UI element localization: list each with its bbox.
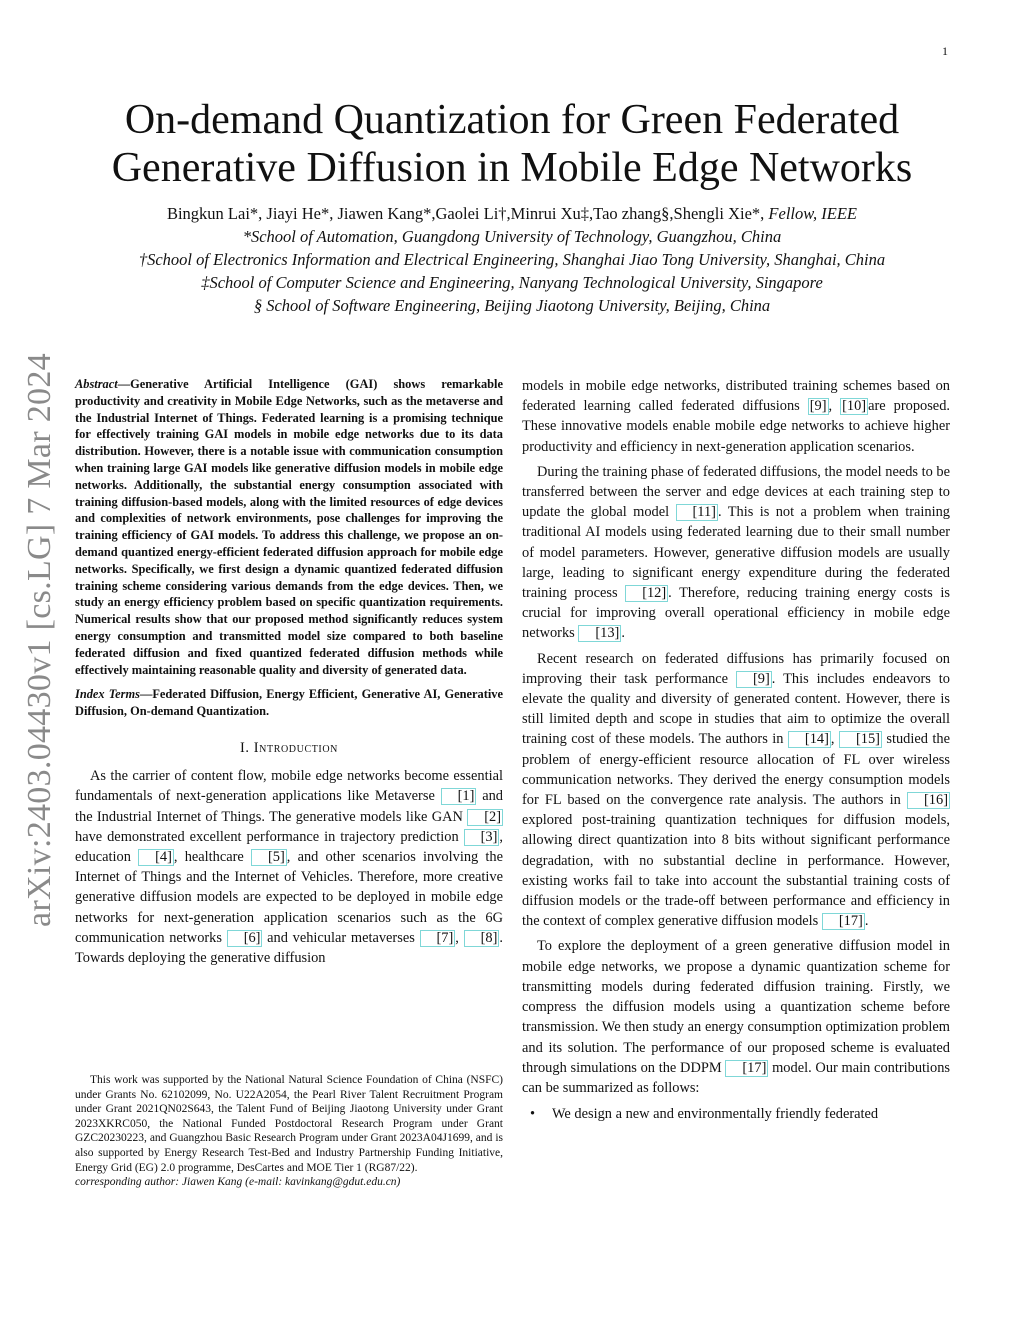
corresponding-author: corresponding author: Jiawen Kang (e-mail: kavinkang@gdut.edu.cn) bbox=[75, 1176, 401, 1189]
contribution-bullet bbox=[530, 1104, 950, 1124]
text-run: . Therefore, reducing training energy costs is crucial for improving overall operational efficiency in mobile edge networks bbox=[522, 585, 950, 642]
right-paragraph-2 bbox=[522, 462, 950, 644]
index-terms bbox=[75, 686, 503, 720]
title-line-2: Generative Diffusion in Mobile Edge Networks bbox=[111, 145, 913, 191]
section-numeral: I. bbox=[239, 739, 250, 756]
abstract-text: —Generative Artificial Intelligence (GAI) shows remarkable productivity and creativity in Mobile Edge Networks, such as the metaverse and the Industrial Internet of Things. Federated learning is a promising technique for effectively training GAI models in mobile edge networks due to its data distribution. However, there is a notable issue with communication consumption when training large GAI models like generative diffusion models in mobile edge networks. Additionally, the substantial energy consumption associated with training diffusion-based models, along with the limited resources of edge devices and complexities of network environments, pose challenges for improving the training efficiency of GAI models. To address this challenge, we propose an on-demand quantized energy-efficient federated diffusion approach for mobile edge networks. Specifically, we first design a dynamic quantized federated diffusion training scheme considering various demands from the edge devices. Then, we study an energy efficiency problem based on specific quantization requirements. Numerical results show that our proposed method significantly reduces system energy consumption and transmitted model size compared to both baseline federated diffusion and fixed quantized federated diffusion methods while effectively maintaining reasonable quality and diversity of generated data. bbox=[75, 377, 503, 677]
text-run: . Towards deploying the generative diffusion bbox=[75, 929, 503, 966]
citation-link[interactable]: [1] bbox=[441, 788, 477, 805]
funding-text: This work was supported by the National Natural Science Foundation of China (NSFC) under Grants No. 62102099, No. U22A2054, the Pearl River Talent Recruitment Program under Grant 2021QN02S643, the Talent Fund of Beijing Jiaotong University under Grant 2023XKRC050, the National Funded Postdoctoral Research Program under Grant GZC20230223, and Guangzhou Basic Research Program under Grant 2023A04J1699, and is also supported by Energy Research Test-Bed and Industry Partnership Funding Initiative, Energy Grid (EG) 2.0 programme, DesCartes and MOE Tier 1 (RG87/22). bbox=[75, 1074, 503, 1174]
text-run: . This is not a problem when training traditional AI models using federated learning due to their small number of model parameters. However, generative diffusion models are usually large, leading to significant energy expenditure during the federated training process bbox=[522, 504, 950, 602]
affiliation-1: *School of Automation, Guangdong University of Technology, Guangzhou, China bbox=[242, 227, 782, 246]
right-paragraph-3 bbox=[522, 649, 950, 932]
text-run: , bbox=[828, 398, 841, 415]
citation-link[interactable]: [12] bbox=[625, 585, 668, 602]
text-run: . bbox=[864, 913, 869, 930]
text-run: and the Industrial Internet of Things. The generative models like GAN bbox=[75, 788, 503, 825]
affiliation-2: †School of Electronics Information and Electrical Engineering, Shanghai Jiao Tong University, Shanghai, China bbox=[138, 250, 886, 269]
section-heading-introduction bbox=[75, 738, 503, 758]
paper-title bbox=[70, 96, 954, 192]
text-run: . This includes endeavors to elevate the quality and diversity of generated content. However, there is still limited depth and scope in studies that aim to optimize the overall training cost of these models. The authors in bbox=[522, 670, 950, 748]
text-run: As the carrier of content flow, mobile edge networks become essential fundamentals of next-generation applications like Metaverse bbox=[75, 768, 503, 805]
abstract bbox=[75, 376, 503, 678]
page-number: 1 bbox=[942, 44, 948, 58]
citation-link[interactable]: [4] bbox=[138, 849, 174, 866]
text-run: , education bbox=[75, 828, 503, 865]
right-paragraph-4 bbox=[522, 936, 950, 1098]
abstract-lead: Abstract bbox=[75, 377, 118, 391]
text-run: During the training phase of federated diffusions, the model needs to be transferred between the server and edge devices at each training step to update the global model bbox=[522, 463, 950, 521]
text-run: and vehicular metaverses bbox=[262, 929, 420, 946]
citation-link[interactable]: [13] bbox=[578, 625, 621, 642]
citation-link[interactable]: [2] bbox=[467, 809, 503, 826]
index-terms-lead: Index Terms bbox=[75, 687, 140, 702]
text-run: To explore the deployment of a green generative diffusion model in mobile edge networks, we propose a dynamic quantization scheme for transmitting models during federated diffusion training. Firstly, we compress the diffusion models using a quantization scheme before transmission. We then study an energy consumption optimization problem and its solution. The performance of our proposed scheme is evaluated through simulations on the DDPM bbox=[522, 938, 950, 1076]
citation-link[interactable]: [5] bbox=[251, 849, 287, 866]
citation-link[interactable]: [3] bbox=[464, 829, 500, 846]
citation-link[interactable]: [9] bbox=[736, 671, 772, 688]
citation-link[interactable]: [17] bbox=[822, 913, 865, 930]
citation-link[interactable]: [9] bbox=[809, 398, 827, 415]
bullet-text: We design a new and environmentally friendly federated bbox=[552, 1106, 879, 1123]
citation-link[interactable]: [17] bbox=[725, 1060, 768, 1077]
text-run: models in mobile edge networks, distributed training schemes based on federated learning called federated diffusions bbox=[522, 378, 950, 415]
citation-link[interactable]: [6] bbox=[227, 930, 263, 947]
citation-link[interactable]: [15] bbox=[839, 731, 882, 748]
affiliation-4: § School of Software Engineering, Beijing Jiaotong University, Beijing, China bbox=[253, 296, 771, 315]
citation-link[interactable]: [14] bbox=[788, 731, 831, 748]
text-run: , bbox=[455, 929, 464, 946]
text-run: explored post-training quantization techniques for diffusion models, allowing direct quantization into 8 bits without significant performance degradation, with no substantial decline in performance. However, existing works fail to take into account the substantial training costs of diffusion models or the trade-off between performance and efficiency in the context of complex generative diffusion models bbox=[522, 812, 950, 930]
text-run: . bbox=[621, 625, 625, 642]
text-run: model. Our main contributions can be summarized as follows: bbox=[522, 1059, 951, 1096]
citation-link[interactable]: [8] bbox=[464, 930, 500, 947]
citation-link[interactable]: [11] bbox=[676, 504, 718, 521]
left-column bbox=[75, 376, 503, 973]
text-run: , bbox=[830, 731, 839, 748]
funding-footnote bbox=[75, 1073, 503, 1190]
right-paragraph-1 bbox=[522, 376, 950, 457]
citation-link[interactable]: [16] bbox=[907, 792, 950, 809]
text-run: , and other scenarios involving the Internet of Things and the Internet of Vehicles. Therefore, more creative generative diffusion models are expected to be deployed in mobile edge networks for next-generation application scenarios such as the 6G communication networks bbox=[75, 848, 503, 946]
intro-paragraph-1 bbox=[75, 766, 503, 968]
affiliation-3: ‡School of Computer Science and Engineering, Nanyang Technological University, Singapore bbox=[201, 273, 823, 292]
index-terms-text: —Federated Diffusion, Energy Efficient, Generative AI, Generative Diffusion, On-demand Quantization. bbox=[75, 687, 503, 719]
text-run: Recent research on federated diffusions has primarily focused on improving their task performance bbox=[522, 650, 950, 687]
right-column bbox=[522, 376, 950, 1124]
citation-link[interactable]: [10] bbox=[842, 398, 867, 415]
author-block bbox=[60, 202, 964, 317]
text-run: are proposed. These innovative models enable mobile edge networks to achieve higher productivity and efficiency in next-generation application scenarios. bbox=[522, 398, 950, 455]
author-names-line bbox=[60, 202, 964, 225]
text-run: have demonstrated excellent performance in trajectory prediction bbox=[75, 828, 464, 845]
text-run: , healthcare bbox=[173, 848, 252, 865]
title-line-1: On-demand Quantization for Green Federated bbox=[124, 97, 900, 143]
fellow-designation: Fellow, IEEE bbox=[768, 204, 858, 223]
section-name: Introduction bbox=[253, 739, 338, 756]
text-run: studied the problem of energy-efficient resource allocation of FL over wireless communication networks. They derived the energy consumption models for FL based on the convergence rate analysis. The authors in bbox=[522, 731, 950, 809]
bullet-dot: • bbox=[530, 1106, 536, 1123]
citation-link[interactable]: [7] bbox=[420, 930, 456, 947]
arxiv-stamp-text: arXiv:2403.04430v1 [cs.LG] 7 Mar 2024 bbox=[21, 353, 58, 927]
author-names: Bingkun Lai*, Jiayi He*, Jiawen Kang*,Gaolei Li†,Minrui Xu‡,Tao zhang§,Shengli Xie*, bbox=[166, 204, 765, 223]
